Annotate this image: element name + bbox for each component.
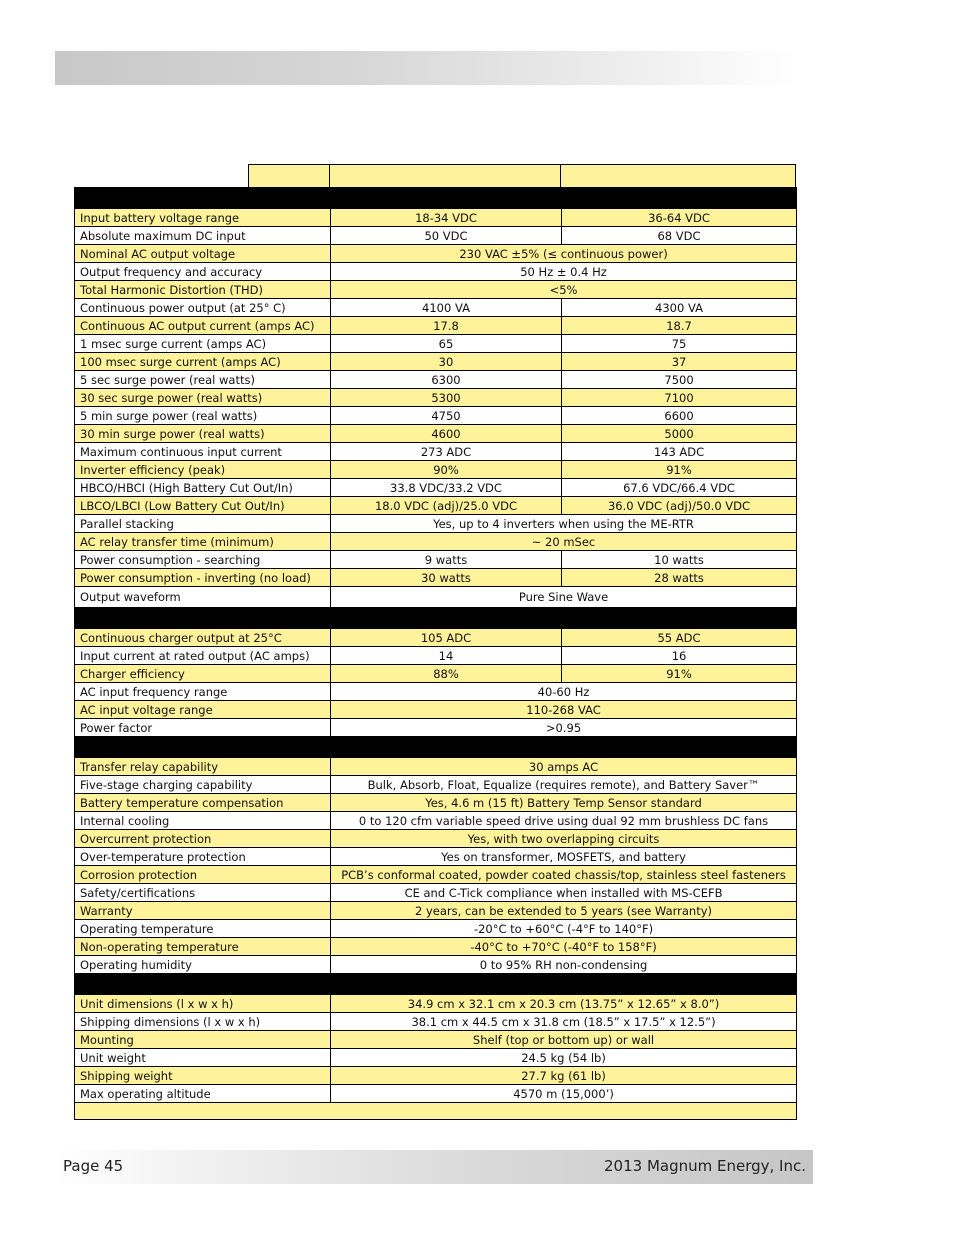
spec-value: 5000: [562, 425, 797, 443]
spec-row: [75, 1031, 797, 1049]
spec-value: 4600: [331, 425, 562, 443]
spec-label: Continuous AC output current (amps AC): [75, 317, 331, 335]
spec-row: [75, 479, 797, 497]
spec-label: 30 sec surge power (real watts): [75, 389, 331, 407]
spec-value: 75: [562, 335, 797, 353]
page-number: Page 45: [63, 1157, 124, 1175]
table-end-bar: [75, 1103, 797, 1120]
spec-label: AC input voltage range: [75, 701, 331, 719]
spec-label: AC input frequency range: [75, 683, 331, 701]
spec-row: [75, 407, 797, 425]
spec-label: 100 msec surge current (amps AC): [75, 353, 331, 371]
spec-label: Shipping weight: [75, 1067, 331, 1085]
spec-value: 17.8: [331, 317, 562, 335]
spec-label: Continuous charger output at 25°C: [75, 629, 331, 647]
header-cell-model-1: [329, 164, 561, 188]
spec-label: Operating temperature: [75, 920, 331, 938]
spec-value: 6300: [331, 371, 562, 389]
spec-value: 18-34 VDC: [331, 209, 562, 227]
spec-value: Bulk, Absorb, Float, Equalize (requires remote), and Battery Saver™: [331, 776, 797, 794]
spec-row: [75, 758, 797, 776]
spec-row: [75, 587, 797, 608]
spec-row: [75, 263, 797, 281]
spec-value: 34.9 cm x 32.1 cm x 20.3 cm (13.75” x 12.65” x 8.0”): [331, 995, 797, 1013]
spec-label: Nominal AC output voltage: [75, 245, 331, 263]
section-header-bar: [75, 608, 797, 629]
spec-value: 65: [331, 335, 562, 353]
copyright-text: 2013 Magnum Energy, Inc.: [604, 1157, 806, 1175]
spec-label: 1 msec surge current (amps AC): [75, 335, 331, 353]
spec-label: Over-temperature protection: [75, 848, 331, 866]
spec-row: [75, 425, 797, 443]
header-band: [55, 51, 795, 85]
spec-row: [75, 938, 797, 956]
spec-label: 5 min surge power (real watts): [75, 407, 331, 425]
spec-label: Input current at rated output (AC amps): [75, 647, 331, 665]
spec-value: 230 VAC ±5% (≤ continuous power): [331, 245, 797, 263]
spec-value: 90%: [331, 461, 562, 479]
spec-row: [75, 245, 797, 263]
spec-label: Absolute maximum DC input: [75, 227, 331, 245]
spec-value: 14: [331, 647, 562, 665]
specifications-table: [74, 187, 797, 1120]
spec-value: Pure Sine Wave: [331, 587, 797, 608]
spec-label: Internal cooling: [75, 812, 331, 830]
spec-row: [75, 794, 797, 812]
spec-label: Shipping dimensions (l x w x h): [75, 1013, 331, 1031]
spec-row: [75, 812, 797, 830]
spec-row: [75, 1067, 797, 1085]
section-header-cell: [75, 608, 797, 629]
spec-value: >0.95: [331, 719, 797, 737]
spec-value: 4100 VA: [331, 299, 562, 317]
spec-value: PCB’s conformal coated, powder coated chassis/top, stainless steel fasteners: [331, 866, 797, 884]
spec-row: [75, 371, 797, 389]
spec-value: 50 VDC: [331, 227, 562, 245]
spec-label: Battery temperature compensation: [75, 794, 331, 812]
spec-label: Transfer relay capability: [75, 758, 331, 776]
spec-value: 30: [331, 353, 562, 371]
spec-value: CE and C-Tick compliance when installed with MS-CEFB: [331, 884, 797, 902]
spec-value: Yes, with two overlapping circuits: [331, 830, 797, 848]
spec-label: Continuous power output (at 25° C): [75, 299, 331, 317]
spec-label: Total Harmonic Distortion (THD): [75, 281, 331, 299]
spec-label: Power consumption - inverting (no load): [75, 569, 331, 587]
header-cell-model-2: [560, 164, 796, 188]
spec-row: [75, 956, 797, 974]
spec-row: [75, 866, 797, 884]
spec-label: Unit dimensions (l x w x h): [75, 995, 331, 1013]
spec-row: [75, 209, 797, 227]
spec-value: 40-60 Hz: [331, 683, 797, 701]
spec-row: [75, 335, 797, 353]
spec-value: 91%: [562, 461, 797, 479]
spec-row: [75, 443, 797, 461]
spec-row: [75, 701, 797, 719]
spec-row: [75, 317, 797, 335]
spec-value: 110-268 VAC: [331, 701, 797, 719]
spec-row: [75, 683, 797, 701]
section-header-cell: [75, 974, 797, 995]
section-header-bar: [75, 974, 797, 995]
spec-value: 7100: [562, 389, 797, 407]
spec-label: Output frequency and accuracy: [75, 263, 331, 281]
spec-row: [75, 719, 797, 737]
spec-value: 5300: [331, 389, 562, 407]
spec-label: Warranty: [75, 902, 331, 920]
section-header-bar: [75, 188, 797, 209]
spec-value: 24.5 kg (54 lb): [331, 1049, 797, 1067]
spec-row: [75, 848, 797, 866]
spec-label: LBCO/LBCI (Low Battery Cut Out/In): [75, 497, 331, 515]
spec-value: 88%: [331, 665, 562, 683]
spec-value: 67.6 VDC/66.4 VDC: [562, 479, 797, 497]
spec-label: Unit weight: [75, 1049, 331, 1067]
spec-label: Operating humidity: [75, 956, 331, 974]
spec-label: Output waveform: [75, 587, 331, 608]
spec-row: [75, 995, 797, 1013]
spec-label: AC relay transfer time (minimum): [75, 533, 331, 551]
spec-value: 273 ADC: [331, 443, 562, 461]
spec-value: Yes, 4.6 m (15 ft) Battery Temp Sensor standard: [331, 794, 797, 812]
spec-label: Maximum continuous input current: [75, 443, 331, 461]
spec-label: 30 min surge power (real watts): [75, 425, 331, 443]
spec-value: Yes, up to 4 inverters when using the ME-RTR: [331, 515, 797, 533]
spec-value: 6600: [562, 407, 797, 425]
spec-value: 4300 VA: [562, 299, 797, 317]
spec-value: 68 VDC: [562, 227, 797, 245]
spec-label: Safety/certifications: [75, 884, 331, 902]
spec-value: 7500: [562, 371, 797, 389]
spec-value: Shelf (top or bottom up) or wall: [331, 1031, 797, 1049]
spec-row: [75, 884, 797, 902]
spec-row: [75, 1085, 797, 1103]
section-header-cell: [75, 188, 797, 209]
spec-row: [75, 1049, 797, 1067]
spec-row: [75, 299, 797, 317]
spec-value: 16: [562, 647, 797, 665]
spec-value: 36-64 VDC: [562, 209, 797, 227]
spec-value: 0 to 120 cfm variable speed drive using dual 92 mm brushless DC fans: [331, 812, 797, 830]
spec-row: [75, 533, 797, 551]
spec-value: 28 watts: [562, 569, 797, 587]
spec-value: 0 to 95% RH non-condensing: [331, 956, 797, 974]
spec-row: [75, 830, 797, 848]
spec-value: 9 watts: [331, 551, 562, 569]
spec-value: 18.0 VDC (adj)/25.0 VDC: [331, 497, 562, 515]
spec-row: [75, 902, 797, 920]
header-cell-blank: [248, 164, 330, 188]
spec-label: Charger efficiency: [75, 665, 331, 683]
spec-label: Five-stage charging capability: [75, 776, 331, 794]
spec-label: 5 sec surge power (real watts): [75, 371, 331, 389]
spec-value: <5%: [331, 281, 797, 299]
spec-value: 30 amps AC: [331, 758, 797, 776]
spec-row: [75, 497, 797, 515]
spec-row: [75, 629, 797, 647]
spec-row: [75, 776, 797, 794]
section-header-cell: [75, 737, 797, 758]
spec-row: [75, 920, 797, 938]
spec-value: 50 Hz ± 0.4 Hz: [331, 263, 797, 281]
spec-value: 2 years, can be extended to 5 years (see Warranty): [331, 902, 797, 920]
spec-label: Non-operating temperature: [75, 938, 331, 956]
spec-value: 27.7 kg (61 lb): [331, 1067, 797, 1085]
spec-label: Inverter efficiency (peak): [75, 461, 331, 479]
spec-value: 91%: [562, 665, 797, 683]
spec-value: 4570 m (15,000’): [331, 1085, 797, 1103]
spec-row: [75, 665, 797, 683]
spec-value: 143 ADC: [562, 443, 797, 461]
spec-row: [75, 389, 797, 407]
spec-value: 36.0 VDC (adj)/50.0 VDC: [562, 497, 797, 515]
spec-value: 18.7: [562, 317, 797, 335]
spec-value: 55 ADC: [562, 629, 797, 647]
table-end-cell: [75, 1103, 797, 1120]
spec-label: HBCO/HBCI (High Battery Cut Out/In): [75, 479, 331, 497]
spec-value: 30 watts: [331, 569, 562, 587]
spec-label: Max operating altitude: [75, 1085, 331, 1103]
spec-row: [75, 1013, 797, 1031]
spec-value: 33.8 VDC/33.2 VDC: [331, 479, 562, 497]
spec-label: Input battery voltage range: [75, 209, 331, 227]
spec-value: -40°C to +70°C (-40°F to 158°F): [331, 938, 797, 956]
spec-row: [75, 569, 797, 587]
spec-label: Power consumption - searching: [75, 551, 331, 569]
spec-row: [75, 461, 797, 479]
spec-value: 10 watts: [562, 551, 797, 569]
spec-row: [75, 551, 797, 569]
spec-row: [75, 281, 797, 299]
spec-row: [75, 227, 797, 245]
spec-label: Parallel stacking: [75, 515, 331, 533]
spec-row: [75, 647, 797, 665]
spec-label: Mounting: [75, 1031, 331, 1049]
spec-label: Corrosion protection: [75, 866, 331, 884]
spec-value: 37: [562, 353, 797, 371]
section-header-bar: [75, 737, 797, 758]
spec-value: -20°C to +60°C (-4°F to 140°F): [331, 920, 797, 938]
spec-value: 105 ADC: [331, 629, 562, 647]
spec-label: Overcurrent protection: [75, 830, 331, 848]
spec-label: Power factor: [75, 719, 331, 737]
spec-row: [75, 353, 797, 371]
spec-value: 38.1 cm x 44.5 cm x 31.8 cm (18.5” x 17.5” x 12.5”): [331, 1013, 797, 1031]
spec-value: 4750: [331, 407, 562, 425]
spec-value: Yes on transformer, MOSFETS, and battery: [331, 848, 797, 866]
spec-row: [75, 515, 797, 533]
spec-value: ~ 20 mSec: [331, 533, 797, 551]
